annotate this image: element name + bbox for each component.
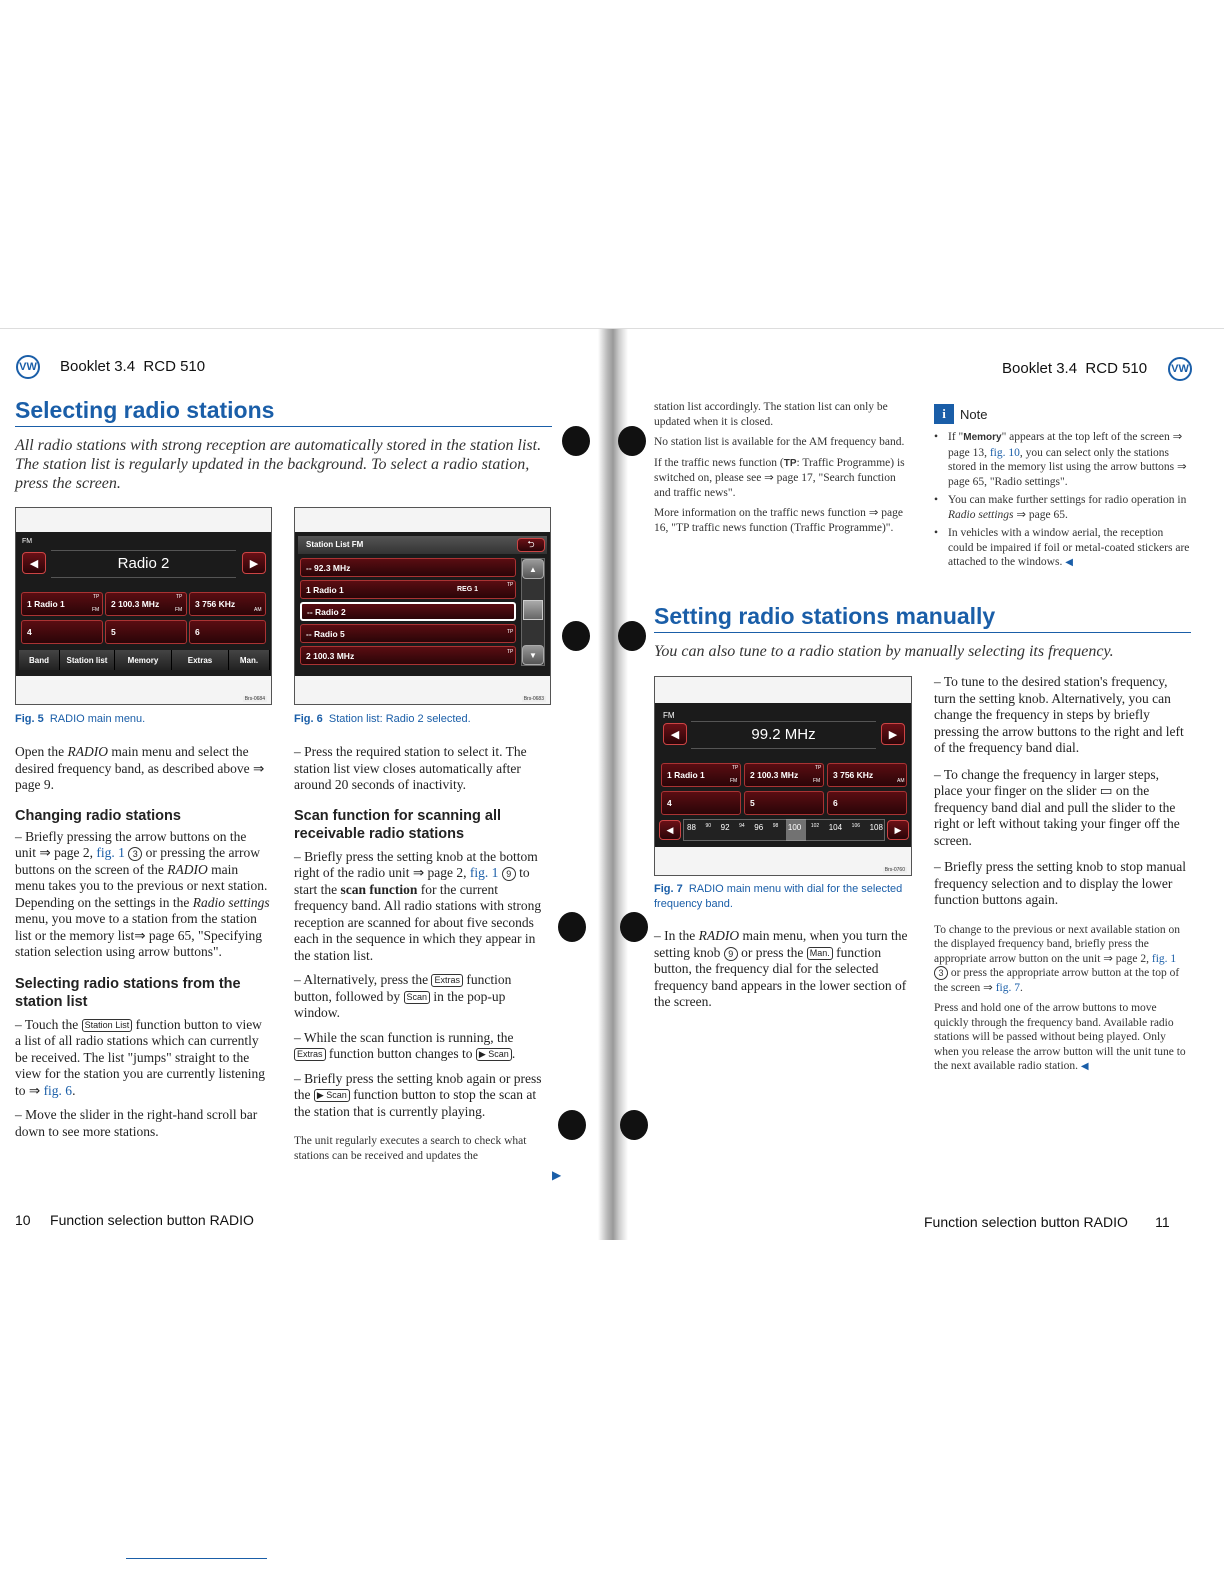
am-flag: AM — [897, 778, 905, 784]
callout-number: 9 — [502, 867, 516, 881]
fm-flag-2: FM — [175, 607, 183, 613]
dial-tick: 102 — [810, 823, 820, 829]
fig5-caption — [15, 712, 145, 727]
vw-logo-icon: VW — [1168, 357, 1192, 381]
extras-button[interactable]: Extras — [172, 650, 229, 670]
dial-tick: 94 — [739, 823, 745, 829]
fig-link[interactable]: fig. 1 — [1151, 952, 1177, 965]
binder-hole-icon — [618, 621, 646, 651]
fig6-screen — [294, 507, 551, 705]
dial-tick: 104 — [828, 823, 843, 832]
page-spine — [598, 328, 628, 1240]
fig-link[interactable]: fig. 7 — [995, 981, 1020, 994]
intro-text: All radio stations with strong reception are automatically stored in the station list. The station list is regularly updated in the background. To select a radio station, press the screen. — [15, 437, 542, 492]
fig-link[interactable]: fig. 1 — [96, 845, 125, 860]
binder-hole-icon — [558, 1110, 586, 1140]
fig7-top-band — [655, 677, 911, 703]
model-label: RCD 510 — [143, 358, 206, 375]
note-box — [934, 404, 1190, 571]
dial-ticks — [687, 823, 883, 839]
paragraph: – In the RADIO main menu, when you turn the setting knob 9 or press the Man. function button, the frequency dial for the selected frequency band appears in the lower section of the screen. — [654, 928, 908, 1009]
scroll-slider[interactable] — [523, 600, 543, 620]
figure-code: Brs-0684 — [244, 696, 265, 702]
paragraph: – Touch the Station List function button to view a list of all radio stations which can currently be received. The list "jumps" straight to the view for the station you are currently listening to ⇒ fig. 6. — [15, 1016, 266, 1098]
function-key: Man. — [807, 947, 833, 960]
preset-1[interactable]: 1 Radio 1 — [21, 592, 103, 616]
caption-text: RADIO main menu with dial for the selected frequency band. — [654, 883, 903, 910]
fig5-screen — [15, 507, 272, 705]
binder-hole-icon — [618, 426, 646, 456]
fig6-top-band — [295, 508, 550, 532]
preset-2[interactable]: 2 100.3 MHz — [744, 763, 824, 787]
paragraph: – To change the frequency in larger steps, place your finger on the slider ▭ on the frequency band dial and pull the slider to the right or left without taking your finger off the screen. — [934, 766, 1180, 848]
binder-hole-icon — [620, 912, 648, 942]
preset-5[interactable]: 5 — [744, 791, 824, 815]
fm-flag: FM — [730, 778, 738, 784]
tp-flag: TP — [93, 594, 100, 600]
fig7-caption — [654, 882, 912, 912]
paragraph: – Alternatively, press the Extras function button, followed by Scan in the pop-up window. — [294, 972, 512, 1020]
binder-hole-icon — [558, 912, 586, 942]
prev-frequency-button[interactable]: ◀ — [663, 723, 687, 745]
dial-tick: 106 — [851, 823, 861, 829]
fig-link[interactable]: fig. 6 — [43, 1082, 73, 1098]
dial-tick: 88 — [687, 823, 696, 832]
fm-flag: FM — [92, 607, 100, 613]
callout-number: 3 — [128, 847, 142, 861]
function-key: Extras — [294, 1048, 326, 1061]
tp-flag: TP — [507, 649, 514, 655]
left-footer — [15, 1212, 254, 1228]
paragraph: – Briefly press the setting knob at the bottom right of the radio unit ⇒ page 2, fig. 1 9 to start the scan function for the current frequency band. All radio stations with strong reception are scanned for about five seconds each in the sequence in which they appear in the station list. — [294, 848, 542, 963]
figure-code: Brs-0760 — [884, 867, 905, 873]
binder-hole-icon — [562, 621, 590, 651]
preset-6[interactable]: 6 — [189, 620, 266, 644]
function-key: Scan — [404, 991, 431, 1004]
list-title-bar: Station List FM — [298, 536, 547, 554]
station-name: Radio 2 — [51, 550, 236, 578]
paragraph: – Move the slider in the right-hand scroll bar down to see more stations. — [15, 1107, 258, 1139]
dial-tick: 98 — [772, 823, 779, 829]
station-row[interactable]: -- 92.3 MHz — [300, 558, 516, 577]
section-heading: Selecting radio stations from the station list — [15, 975, 241, 1010]
small-print: Press and hold one of the arrow buttons to move quickly through the frequency band. Available radio stations will be passed without being played. Only when you release the arrow button will the unit tune to the next available radio station. ◀ — [934, 1002, 1186, 1072]
section-title: Setting radio stations manually — [654, 603, 996, 629]
preset-3[interactable]: 3 756 KHz — [827, 763, 907, 787]
dial-prev-button[interactable]: ◀ — [659, 820, 681, 840]
paragraph: – Press the required station to select it. The station list view closes automatically after around 20 seconds of inactivity. — [294, 744, 527, 792]
end-arrow-icon: ◀ — [1080, 1061, 1089, 1072]
preset-4[interactable]: 4 — [21, 620, 103, 644]
continued-arrow-icon: ▶ — [552, 1168, 562, 1182]
function-key: ▶ Scan — [314, 1089, 350, 1102]
band-button[interactable]: Band — [19, 650, 60, 670]
function-key: Station List — [82, 1019, 133, 1032]
footer-title: Function selection button RADIO — [924, 1214, 1128, 1230]
tp-flag: TP — [732, 765, 739, 771]
reg-label: REG 1 — [457, 586, 479, 593]
dial-tick: 92 — [720, 823, 730, 832]
fig5-bottom-band — [16, 676, 271, 704]
station-row[interactable]: -- Radio 5 — [300, 624, 516, 643]
right-column-2 — [934, 674, 1190, 1075]
title-rule — [15, 426, 552, 427]
fig6-caption — [294, 712, 471, 727]
caption-text: Station list: Radio 2 selected. — [328, 713, 471, 725]
paragraph: – To tune to the desired station's frequency, turn the setting knob. Alternatively, you can change the frequency in steps by briefly pressing the arrow buttons to the right and left of the frequency band dial. — [934, 674, 1184, 755]
note-bullet: • In vehicles with a window aerial, the reception could be impaired if foil or metal-coated stickers are attached to the windows. ◀ — [934, 526, 1190, 571]
note-bullet: • If "Memory" appears at the top left of the screen ⇒ page 13, fig. 10, you can select only the stations stored in the memory list using the arrow buttons ⇒ page 65, "Radio settings". — [934, 430, 1190, 489]
note-bullet: • You can make further settings for radio operation in Radio settings ⇒ page 65. — [934, 493, 1190, 522]
paragraph: – Briefly press the setting knob again or press the ▶ Scan function button to stop the scan at the station that is currently playing. — [294, 1070, 542, 1119]
intro-text: You can also tune to a radio station by manually selecting its frequency. — [654, 643, 1114, 660]
right-column-1-top — [654, 400, 912, 535]
function-key: Extras — [431, 974, 463, 987]
binder-hole-icon — [620, 1110, 648, 1140]
figure-code: Brs-0683 — [523, 696, 544, 702]
end-arrow-icon: ◀ — [1065, 557, 1073, 568]
tp-flag: TP — [507, 629, 514, 635]
right-column-1-bottom — [654, 928, 912, 1011]
preset-3[interactable]: 3 756 KHz — [189, 592, 266, 616]
memory-button[interactable]: Memory — [115, 650, 172, 670]
callout-number: 3 — [934, 966, 948, 980]
fig5-top-band — [16, 508, 271, 532]
dial-next-button[interactable]: ▶ — [887, 820, 909, 840]
info-icon: i — [934, 404, 954, 424]
slider-icon: ▭ — [1099, 783, 1113, 799]
left-column-1 — [15, 744, 270, 1140]
caption-number: Fig. 6 — [294, 713, 323, 725]
dial-tick: 96 — [754, 823, 764, 832]
preset-2[interactable]: 2 100.3 MHz — [105, 592, 187, 616]
preset-1[interactable]: 1 Radio 1 — [661, 763, 741, 787]
dial-tick: 100 — [787, 823, 802, 832]
next-station-button[interactable]: ▶ — [242, 552, 266, 574]
paragraph: – While the scan function is running, the Extras function button changes to ▶ Scan . — [294, 1029, 516, 1061]
paragraph: More information on the traffic news function ⇒ page 16, "TP traffic news function (Traffic Programme)". — [654, 507, 903, 534]
note-header — [934, 404, 1190, 424]
fig6-bottom-band — [295, 676, 550, 704]
station-list-button[interactable]: Station list — [60, 650, 115, 670]
scroll-up-button[interactable]: ▲ — [522, 559, 544, 579]
station-row[interactable]: 2 100.3 MHz — [300, 646, 516, 665]
model-label: RCD 510 — [1085, 360, 1148, 377]
right-footer — [924, 1214, 1170, 1230]
booklet-label: Booklet 3.4 — [1002, 360, 1078, 377]
preset-6[interactable]: 6 — [827, 791, 907, 815]
station-row-selected[interactable]: -- Radio 2 — [300, 602, 516, 621]
page-number: 10 — [15, 1212, 31, 1228]
fig7-screen — [654, 676, 912, 876]
dial-tick: 90 — [705, 823, 712, 829]
caption-number: Fig. 7 — [654, 883, 683, 895]
booklet-label: Booklet 3.4 — [60, 358, 136, 375]
paragraph: If the traffic news function (TP: Traffic Programme) is switched on, please see ⇒ page 17, "Search function and traffic news". — [654, 456, 905, 499]
small-print: The unit regularly executes a search to check what stations can be received and updates the — [294, 1135, 527, 1162]
fig-link[interactable]: fig. 1 — [469, 865, 499, 880]
page-number: 11 — [1155, 1214, 1170, 1230]
band-label: FM — [22, 538, 33, 545]
preset-4[interactable]: 4 — [661, 791, 741, 815]
next-frequency-button[interactable]: ▶ — [881, 723, 905, 745]
page-title: Selecting radio stations — [15, 397, 275, 423]
binder-hole-icon — [562, 426, 590, 456]
back-button[interactable]: ⮌ — [517, 538, 545, 552]
manual-button[interactable]: Man. — [229, 650, 270, 670]
fig7-bottom-band — [655, 847, 911, 875]
title-rule — [654, 632, 1191, 633]
vw-logo-icon: VW — [16, 355, 40, 379]
station-row[interactable]: 1 Radio 1 — [300, 580, 516, 599]
frequency-display: 99.2 MHz — [691, 721, 876, 749]
right-header — [1002, 360, 1147, 377]
callout-number: 9 — [724, 947, 738, 961]
footer-title: Function selection button RADIO — [50, 1212, 254, 1228]
prev-station-button[interactable]: ◀ — [22, 552, 46, 574]
section-heading: Scan function for scanning all receivable radio stations — [294, 807, 502, 842]
section-heading: Changing radio stations — [15, 807, 181, 824]
caption-number: Fig. 5 — [15, 713, 44, 725]
am-flag: AM — [254, 607, 262, 613]
left-column-2 — [294, 744, 548, 1163]
band-label: FM — [663, 711, 675, 720]
fig-link[interactable]: fig. 10 — [989, 446, 1020, 459]
tp-flag-2: TP — [176, 594, 183, 600]
paragraph: Open the RADIO main menu and select the desired frequency band, as described above ⇒ page 9. — [15, 744, 265, 792]
paragraph: No station list is available for the AM frequency band. — [654, 436, 905, 448]
dial-tick: 108 — [869, 823, 883, 832]
small-print: To change to the previous or next available station on the displayed frequency band, briefly press the appropriate arrow button on the unit ⇒ page 2, fig. 1 3 or press the appropriate arrow button at the top of the screen ⇒ fig. 7. — [934, 923, 1181, 994]
left-header — [60, 358, 205, 375]
paragraph: – Briefly press the setting knob to stop manual frequency selection and to display the lower function buttons again. — [934, 859, 1186, 907]
bottom-divider — [126, 1558, 267, 1559]
note-title: Note — [960, 406, 988, 422]
function-key: ▶ Scan — [476, 1048, 512, 1061]
tp-flag: TP — [507, 582, 514, 588]
caption-text: RADIO main menu. — [49, 713, 146, 725]
scroll-down-button[interactable]: ▼ — [522, 645, 544, 665]
tp-flag-2: TP — [815, 765, 822, 771]
preset-5[interactable]: 5 — [105, 620, 187, 644]
fm-flag-2: FM — [813, 778, 821, 784]
paragraph: station list accordingly. The station list can only be updated when it is closed. — [654, 401, 888, 428]
paragraph: – Briefly pressing the arrow buttons on the unit ⇒ page 2, fig. 1 3 or pressing the arrow buttons on the screen of the RADIO main menu takes you to the previous or next station. Depending on the settings in the Radio settings menu, you move to a station from the station list or the memory list⇒ page 65, "Specifying station selection using arrow buttons". — [15, 828, 270, 959]
page-top-edge — [0, 328, 1224, 329]
